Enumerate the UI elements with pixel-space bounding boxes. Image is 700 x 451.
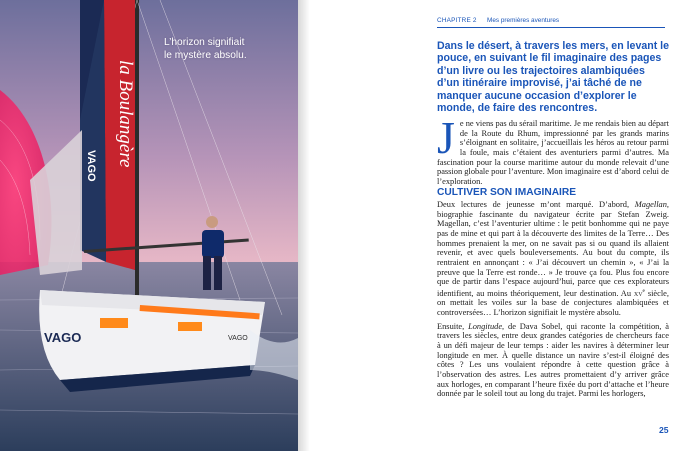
body-text [437, 200, 669, 399]
book-title-longitude: Longitude [468, 321, 503, 331]
page-gutter [298, 0, 310, 451]
intro-paragraph [437, 112, 669, 187]
running-header [437, 16, 665, 28]
section-label: Mes premières aventures [487, 17, 560, 24]
intro-text: e ne viens pas du sérail maritime. Je me rendais bien au départ de la Route du Rhum, impressionné par les grands marins s’éloignant en solitaire, j’accueillais les héros au retour parmi la foule, mais c’étaient des aventuriers parmi d’autres. Ma fascination pour la course maritime autour du monde relevait d’une passion globale pour l’aventure. Mon imaginaire est d’abord celui de l’exploration. [437, 119, 669, 186]
sail-logo-vago: VAGO [85, 150, 97, 182]
paragraph-magellan: Deux lectures de jeunesse m’ont marqué. D’abord, Magellan, biographie fascinante du navigateur écrite par Stefan Zweig. Magellan, c’est l’aventurier ultime : le petit bonhomme qui ne paye pas de mine et qui part à la découverte des limites de la Terre… Des hommes prenaient la mer, on ne savait pas si ou quand ils allaient revenir, et avec quels bouleversements. Au bout du compte, ils rentraient en annonçant : « J’ai découvert un chemin », « J’ai la preuve que la Terre est ronde… » Je trouve ça fou. Plus fou encore que de partir dans l’espace aujourd’hui, parce que ces explorateurs identifient, au moins théoriquement, leur destination. Au $xv^e$ siècle, on mettait les voiles sur la base de conjectures alambiquées et controversées… L’horizon signifiait le mystère absolu. [437, 200, 669, 318]
hull-logo-vago-small: VAGO [228, 335, 248, 342]
section-heading: CULTIVER SON IMAGINAIRE [437, 187, 577, 198]
sail-logo-boulangere: la Boulangère [115, 60, 136, 168]
book-title-magellan: Magellan [634, 200, 667, 209]
hull-logo-vago: VAGO [44, 330, 82, 345]
page-number: 25 [659, 425, 669, 435]
paragraph-longitude: Ensuite, Longitude, de Dava Sobel, qui raconte la compétition, à travers les siècles, entre deux grandes catégories de chercheurs face à un défi majeur de leur temps : aider les navires à déterminer leur longitude en mer. À quelle distance un navire s’est-il éloigné des côtes ? Les uns voulaient répondre à cette question grâce à l’observation des astres. Les autres promettaient d’y arriver grâce aux horloges, en comparant l’heure fixée du port d’attache et l’heure donnée par le soleil tout au long du trajet. Parmi les horlogers, [437, 321, 669, 399]
sailboat-photo [0, 0, 298, 451]
drop-cap: J [437, 112, 455, 163]
chapter-label: CHAPITRE 2 [437, 17, 477, 24]
lead-paragraph: Dans le désert, à travers les mers, en levant le pouce, en suivant le fil imaginaire des pages d’un livre ou les trajectoires alambiquées d’un itinéraire improvisé, j’ai tâché de ne manquer aucune occasion d’explorer le monde, de faire des rencontres. [437, 40, 670, 115]
photo-quote: L’horizon signifiait le mystère absolu. [164, 37, 247, 61]
